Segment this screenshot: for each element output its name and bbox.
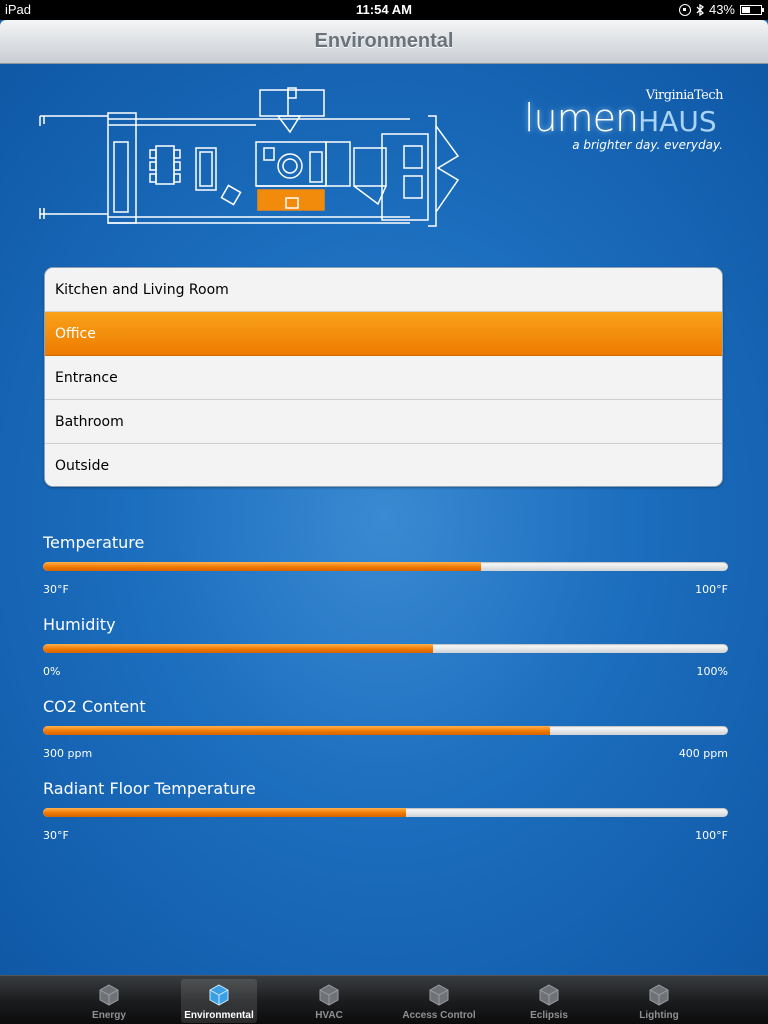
rotation-lock-icon (679, 4, 691, 16)
logo-tagline: a brighter day. everyday. (572, 138, 723, 152)
gauge-max-label: 100°F (695, 583, 728, 596)
tab-eclipsis[interactable] (511, 979, 587, 1023)
tab-energy[interactable] (71, 979, 147, 1023)
logo-wordmark (524, 96, 717, 140)
gauge-fill (43, 726, 550, 735)
gauge-fill (43, 562, 481, 571)
cube-icon (647, 983, 671, 1007)
tab-label: Energy (92, 1010, 126, 1021)
tab-bar (0, 975, 768, 1024)
gauge-track (43, 644, 728, 653)
cube-icon (537, 983, 561, 1007)
status-right (679, 2, 762, 17)
gauge-label: Radiant Floor Temperature (43, 779, 256, 798)
tab-environmental[interactable] (181, 979, 257, 1023)
bluetooth-icon (696, 4, 704, 16)
tab-lighting[interactable] (621, 979, 697, 1023)
room-item-bathroom[interactable]: Bathroom (45, 400, 722, 444)
gauge-fill (43, 808, 406, 817)
lumenhaus-logo (522, 86, 727, 156)
floor-plan[interactable] (38, 86, 462, 230)
logo-suffix: HAUS (638, 105, 717, 138)
humidity-gauge (43, 615, 728, 685)
tab-label: Lighting (639, 1010, 679, 1021)
tab-label: HVAC (315, 1010, 343, 1021)
gauge-track (43, 562, 728, 571)
radiant-floor-gauge (43, 779, 728, 849)
gauge-min-label: 30°F (43, 829, 69, 842)
room-list (44, 267, 723, 487)
gauge-min-label: 30°F (43, 583, 69, 596)
tab-hvac[interactable] (291, 979, 367, 1023)
gauge-max-label: 100°F (695, 829, 728, 842)
gauge-max-label: 400 ppm (678, 747, 728, 760)
tab-label: Environmental (184, 1010, 254, 1021)
room-item-entrance[interactable]: Entrance (45, 356, 722, 400)
gauge-label: Temperature (43, 533, 145, 552)
logo-main: lumen (524, 96, 639, 140)
battery-fill (742, 7, 750, 13)
tab-label: Access Control (402, 1010, 476, 1021)
room-item-outside[interactable]: Outside (45, 444, 722, 487)
co2-gauge (43, 697, 728, 767)
gauge-min-label: 0% (43, 665, 61, 678)
tab-label: Eclipsis (530, 1010, 568, 1021)
battery-percent: 43% (708, 2, 735, 17)
cube-icon (207, 983, 231, 1007)
carrier-label: iPad (5, 2, 32, 17)
room-item-office[interactable]: Office (45, 312, 722, 356)
temperature-gauge (43, 533, 728, 603)
gauge-label: CO2 Content (43, 697, 146, 716)
tab-access-control[interactable] (401, 979, 477, 1023)
navigation-bar (0, 20, 768, 64)
page-title: Environmental (314, 30, 454, 52)
main-content (0, 64, 768, 975)
gauge-fill (43, 644, 433, 653)
room-item-kitchen-living[interactable]: Kitchen and Living Room (45, 268, 722, 312)
virginia-tech-label: VirginiaTech (645, 88, 723, 103)
gauge-min-label: 300 ppm (43, 747, 93, 760)
gauge-label: Humidity (43, 615, 116, 634)
cube-icon (427, 983, 451, 1007)
cube-icon (97, 983, 121, 1007)
gauge-track (43, 726, 728, 735)
cube-icon (317, 983, 341, 1007)
battery-icon (740, 5, 762, 15)
clock: 11:54 AM (356, 2, 412, 17)
status-bar (0, 0, 768, 20)
gauge-max-label: 100% (696, 665, 728, 678)
gauge-track (43, 808, 728, 817)
